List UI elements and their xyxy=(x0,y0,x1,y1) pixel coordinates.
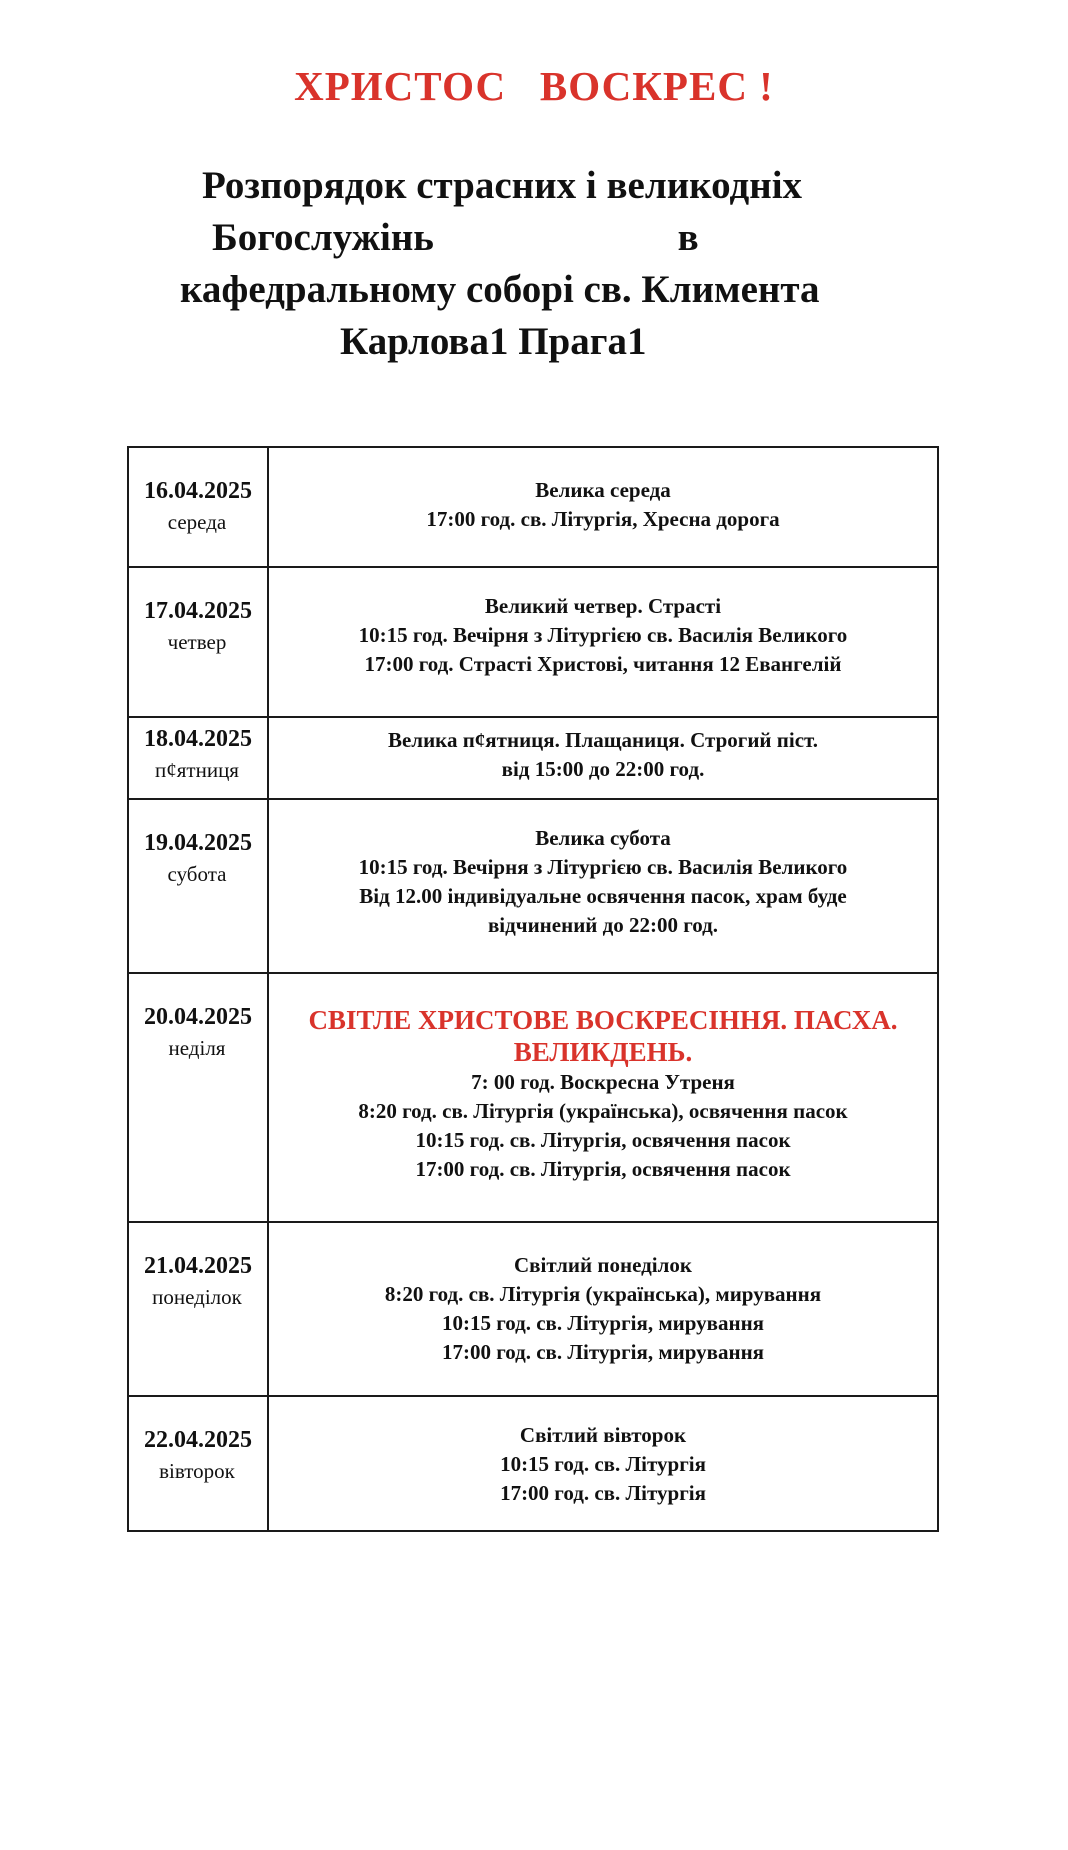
service-weekday: неділя xyxy=(168,1036,226,1060)
event-title: Світлий понеділок xyxy=(514,1253,692,1277)
service-time-line: від 15:00 до 22:00 год. xyxy=(501,757,705,781)
service-time-line: 7: 00 год. Воскресна Утреня xyxy=(471,1070,735,1094)
event-title: Великий четвер. Страсті xyxy=(484,594,722,618)
service-details-cell xyxy=(268,1222,938,1396)
service-weekday: середа xyxy=(167,510,227,534)
service-date: 18.04.2025 xyxy=(144,726,252,752)
service-weekday: понеділок xyxy=(152,1285,242,1309)
service-time-line: 10:15 год. св. Літургія xyxy=(500,1452,706,1476)
service-details-cell xyxy=(268,717,938,799)
service-weekday: четвер xyxy=(167,630,227,654)
service-time-line: 17:00 год. св. Літургія xyxy=(500,1481,706,1505)
headline: ХРИСТОС ВОСКРЕС ! xyxy=(294,63,774,109)
event-title: Велика середа xyxy=(535,478,671,502)
service-details-cell xyxy=(268,567,938,717)
date-cell xyxy=(128,799,268,973)
service-details-cell xyxy=(268,973,938,1222)
schedule-table xyxy=(127,446,939,1532)
schedule-row xyxy=(128,567,938,717)
event-title: Велика п¢ятниця. Плащаниця. Строгий піст. xyxy=(387,728,819,752)
service-time-line: 8:20 год. св. Літургія (українська), мирування xyxy=(384,1282,822,1306)
schedule-row xyxy=(128,1222,938,1396)
service-time-line: 10:15 год. св. Літургія, освячення пасок xyxy=(415,1128,791,1152)
subtitle-line-4: Карлова1 Прага1 xyxy=(340,320,647,363)
service-time-line: 17:00 год. Страсті Христові, читання 12 Евангелій xyxy=(364,652,842,676)
date-cell xyxy=(128,973,268,1222)
date-cell xyxy=(128,1396,268,1531)
service-time-line: 8:20 год. св. Літургія (українська), освячення пасок xyxy=(358,1099,848,1123)
service-date: 22.04.2025 xyxy=(144,1427,252,1453)
service-time-line: 17:00 год. св. Літургія, Хресна дорога xyxy=(426,507,780,531)
schedule-row xyxy=(128,799,938,973)
service-details-cell xyxy=(268,447,938,567)
service-time-line: 10:15 год. Вечірня з Літургією св. Василія Великого xyxy=(358,623,848,647)
service-time-line: 17:00 год. св. Літургія, мирування xyxy=(441,1340,765,1364)
service-time-line: відчинений до 22:00 год. xyxy=(487,913,719,937)
service-weekday: вівторок xyxy=(159,1459,235,1483)
date-cell xyxy=(128,567,268,717)
date-cell xyxy=(128,447,268,567)
service-date: 20.04.2025 xyxy=(144,1004,252,1030)
schedule-row xyxy=(128,717,938,799)
service-date: 16.04.2025 xyxy=(144,478,252,504)
service-weekday: п¢ятниця xyxy=(155,758,239,782)
service-date: 19.04.2025 xyxy=(144,830,252,856)
event-title: Велика субота xyxy=(535,826,671,850)
date-cell xyxy=(128,717,268,799)
event-title: ВЕЛИКДЕНЬ. xyxy=(513,1037,693,1067)
subtitle-line-3: кафедральному соборі св. Климента xyxy=(180,268,820,311)
service-details-cell xyxy=(268,1396,938,1531)
service-date: 17.04.2025 xyxy=(144,598,252,624)
date-cell xyxy=(128,1222,268,1396)
service-weekday: субота xyxy=(167,862,227,886)
service-date: 21.04.2025 xyxy=(144,1253,252,1279)
subtitle-line-2: Богослужінь в xyxy=(212,216,699,259)
service-time-line: 10:15 год. Вечірня з Літургією св. Василія Великого xyxy=(358,855,848,879)
schedule-row xyxy=(128,973,938,1222)
event-title: СВІТЛЕ ХРИСТОВЕ ВОСКРЕСІННЯ. ПАСХА. xyxy=(308,1005,898,1035)
event-title: Світлий вівторок xyxy=(519,1423,687,1447)
service-time-line: 17:00 год. св. Літургія, освячення пасок xyxy=(415,1157,791,1181)
service-details-cell xyxy=(268,799,938,973)
schedule-row xyxy=(128,1396,938,1531)
service-time-line: 10:15 год. св. Літургія, мирування xyxy=(441,1311,765,1335)
subtitle-line-1: Розпорядок страсних і великодніх xyxy=(202,164,803,207)
service-time-line: Від 12.00 індивідуальне освячення пасок, храм буде xyxy=(359,884,847,908)
schedule-row xyxy=(128,447,938,567)
